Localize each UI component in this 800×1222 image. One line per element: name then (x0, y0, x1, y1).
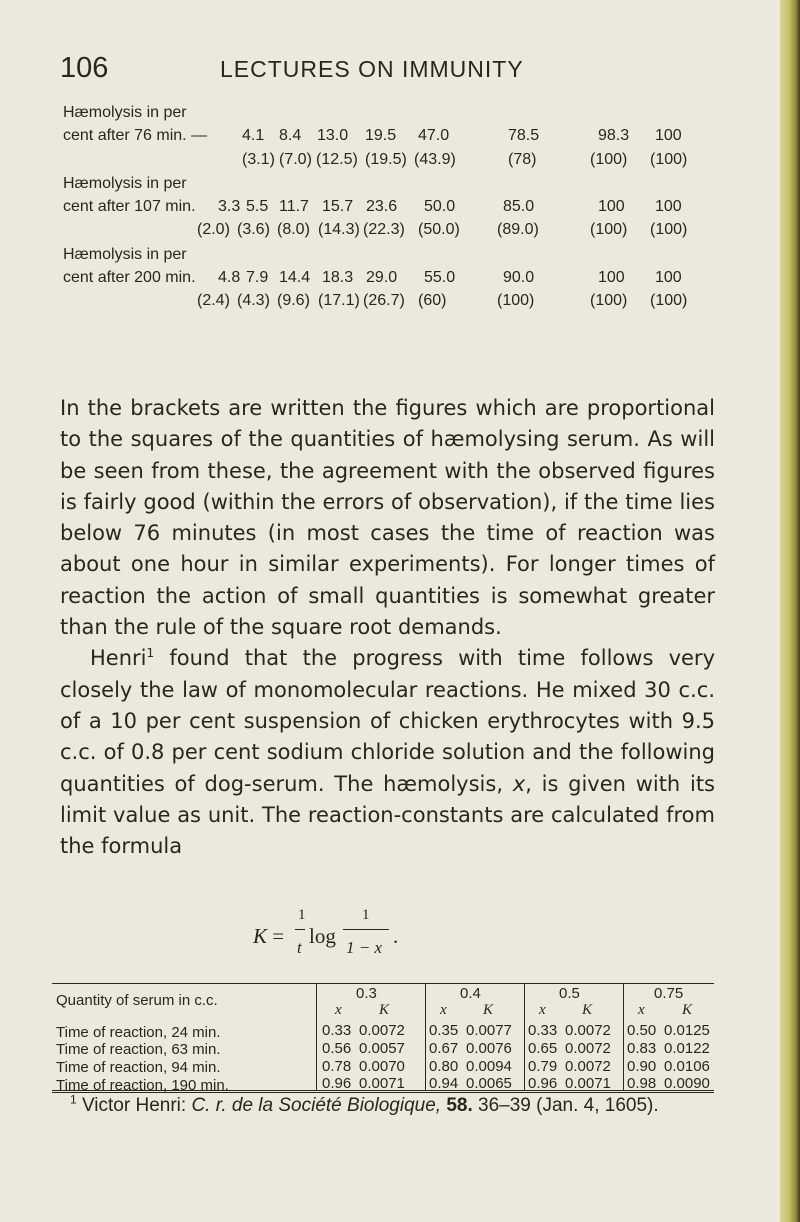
calculated-value: (100) (650, 221, 688, 238)
observed-value: 55.0 (424, 269, 456, 286)
x-value: 0.67 (429, 1040, 459, 1057)
calculated-value: (60) (418, 292, 447, 309)
running-title: LECTURES ON IMMUNITY (220, 56, 524, 82)
col-x-label: x (638, 1002, 645, 1018)
hemolysis-label: cent after 200 min. (63, 269, 196, 286)
x-value: 0.98 (627, 1075, 657, 1092)
observed-value: 18.3 (322, 269, 354, 286)
calculated-value: (50.0) (418, 221, 460, 238)
calculated-value: (43.9) (414, 151, 456, 168)
formula-denominator-1: t (297, 938, 302, 957)
row-label: Time of reaction, 24 min. (56, 1024, 221, 1041)
calculated-value: (2.4) (197, 292, 230, 309)
x-value: 0.50 (627, 1022, 657, 1039)
formula-end: . (393, 924, 399, 948)
footnote-volume: 58. (441, 1095, 473, 1116)
observed-value: 8.4 (279, 127, 302, 144)
calculated-value: (12.5) (316, 151, 358, 168)
x-value: 0.33 (322, 1022, 352, 1039)
calculated-value: (19.5) (365, 151, 407, 168)
observed-value: 4.1 (242, 127, 265, 144)
k-value: 0.0072 (359, 1022, 405, 1039)
calculated-value: (100) (590, 221, 628, 238)
paragraph-2 (60, 643, 715, 862)
x-value: 0.33 (528, 1022, 558, 1039)
x-value: 0.90 (627, 1058, 657, 1075)
col-x-label: x (440, 1002, 447, 1018)
col-k-label: K (483, 1002, 494, 1018)
quantity-header: 0.5 (559, 985, 580, 1002)
x-value: 0.80 (429, 1058, 459, 1075)
observed-value: 78.5 (508, 127, 540, 144)
row-label: Time of reaction, 94 min. (56, 1059, 221, 1076)
calculated-value: (8.0) (277, 221, 310, 238)
footnote-ref: 1 (146, 646, 155, 661)
observed-value: 7.9 (246, 269, 269, 286)
observed-value: 5.5 (246, 198, 269, 215)
k-value: 0.0071 (565, 1075, 611, 1092)
formula-numerator-1: 1 (298, 907, 306, 923)
page-header (60, 52, 700, 92)
calculated-value: (3.1) (242, 151, 275, 168)
paragraph-1: In the brackets are written the figures which are proportional to the squares of the quantities of hæmolysing serum. As will be seen from these, the agreement with the observed figures is fairly good (within the errors of observation), if the time lies below 76 minutes (in most cases the time of reaction was about one hour in similar experiments). For longer times of reaction the action of small quantities is somewhat greater than the rule of the square root demands. (60, 396, 715, 640)
x-value: 0.56 (322, 1040, 352, 1057)
calculated-value: (17.1) (318, 292, 360, 309)
x-value: 0.83 (627, 1040, 657, 1057)
hemolysis-label: Hæmolysis in per (63, 246, 187, 263)
column-divider (524, 984, 525, 1090)
k-value: 0.0090 (664, 1075, 710, 1092)
page-edge (780, 0, 800, 1222)
x-value: 0.79 (528, 1058, 558, 1075)
col-k-label: K (682, 1002, 693, 1018)
formula-equals: = (267, 924, 290, 948)
reaction-constants-table (52, 983, 714, 1093)
calculated-value: (89.0) (497, 221, 539, 238)
footnote-author: Victor Henri: (76, 1095, 192, 1116)
calculated-value: (2.0) (197, 221, 230, 238)
paragraph-2-text: found that the progress with time follows very closely the law of monomolecular reactions. He mixed 30 c.c. of a 10 per cent suspension of chicken erythrocytes with 9.5 c.c. of 0.8 per cent sodium chloride solution and the following quantities of dog-serum. The hæmolysis, (60, 646, 715, 796)
x-value: 0.35 (429, 1022, 459, 1039)
observed-value: 98.3 (598, 127, 630, 144)
variable-x: x (512, 771, 526, 796)
k-value: 0.0057 (359, 1040, 405, 1057)
formula (253, 902, 453, 962)
k-value: 0.0072 (565, 1022, 611, 1039)
observed-value: 85.0 (503, 198, 535, 215)
observed-value: 29.0 (366, 269, 398, 286)
quantity-header: 0.4 (460, 985, 481, 1002)
fraction-bar-1 (295, 929, 305, 930)
observed-value: 19.5 (365, 127, 397, 144)
calculated-value: (78) (508, 151, 537, 168)
observed-value: 100 (655, 127, 682, 144)
row-label: Time of reaction, 63 min. (56, 1041, 221, 1058)
formula-denominator-2: 1 − x (346, 938, 383, 957)
x-value: 0.65 (528, 1040, 558, 1057)
calculated-value: (3.6) (237, 221, 270, 238)
footnote-marker: 1 (70, 1092, 77, 1107)
calculated-value: (14.3) (318, 221, 360, 238)
hemolysis-label: cent after 107 min. (63, 198, 196, 215)
k-value: 0.0071 (359, 1075, 405, 1092)
col-x-label: x (335, 1002, 342, 1018)
quantity-header: 0.3 (356, 985, 377, 1002)
x-value: 0.96 (528, 1075, 558, 1092)
k-value: 0.0125 (664, 1022, 710, 1039)
observed-value: 13.0 (317, 127, 349, 144)
k-value: 0.0077 (466, 1022, 512, 1039)
k-value: 0.0065 (466, 1075, 512, 1092)
calculated-value: (22.3) (363, 221, 405, 238)
author-name: Henri (90, 646, 147, 671)
k-value: 0.0070 (359, 1058, 405, 1075)
observed-value: 90.0 (503, 269, 535, 286)
observed-value: 23.6 (366, 198, 398, 215)
hemolysis-label: cent after 76 min. — (63, 127, 208, 144)
observed-value: 4.8 (218, 269, 241, 286)
footnote-journal: C. r. de la Société Biologique, (191, 1095, 442, 1116)
observed-value: 100 (655, 198, 682, 215)
observed-value: 11.7 (279, 198, 309, 215)
x-value: 0.96 (322, 1075, 352, 1092)
formula-numerator-2: 1 (362, 907, 370, 923)
page-number: 106 (60, 52, 109, 84)
footnote (70, 1092, 730, 1117)
x-value: 0.78 (322, 1058, 352, 1075)
col-k-label: K (379, 1002, 390, 1018)
calculated-value: (4.3) (237, 292, 270, 309)
k-value: 0.0106 (664, 1058, 710, 1075)
calculated-value: (26.7) (363, 292, 405, 309)
column-divider (623, 984, 624, 1090)
k-value: 0.0122 (664, 1040, 710, 1057)
col-k-label: K (582, 1002, 593, 1018)
calculated-value: (7.0) (279, 151, 312, 168)
calculated-value: (100) (590, 292, 628, 309)
observed-value: 15.7 (322, 198, 354, 215)
hemolysis-label: Hæmolysis in per (63, 104, 187, 121)
x-value: 0.94 (429, 1075, 459, 1092)
quantity-header: 0.75 (654, 985, 684, 1002)
k-value: 0.0072 (565, 1040, 611, 1057)
calculated-value: (100) (497, 292, 535, 309)
fraction-bar-2 (343, 929, 389, 930)
observed-value: 100 (655, 269, 682, 286)
observed-value: 100 (598, 269, 625, 286)
observed-value: 14.4 (279, 269, 311, 286)
calculated-value: (100) (590, 151, 628, 168)
observed-value: 47.0 (418, 127, 450, 144)
hemolysis-label: Hæmolysis in per (63, 175, 187, 192)
k-value: 0.0094 (466, 1058, 512, 1075)
footnote-rest: 36–39 (Jan. 4, 1605). (472, 1095, 659, 1116)
k-value: 0.0076 (466, 1040, 512, 1057)
observed-value: 50.0 (424, 198, 456, 215)
column-divider (316, 984, 317, 1090)
row-label: Time of reaction, 190 min. (56, 1077, 229, 1094)
k-value: 0.0072 (565, 1058, 611, 1075)
body-text (60, 393, 715, 862)
calculated-value: (100) (650, 292, 688, 309)
paragraph-2-end: , is given with its limit value as unit. The reaction-constants are calculated from the formula (60, 771, 715, 859)
calculated-value: (100) (650, 151, 688, 168)
column-divider (425, 984, 426, 1090)
observed-value: 3.3 (218, 198, 241, 215)
formula-log: log (309, 924, 336, 948)
observed-value: 100 (598, 198, 625, 215)
col-x-label: x (539, 1002, 546, 1018)
formula-lhs: K (253, 924, 268, 948)
calculated-value: (9.6) (277, 292, 310, 309)
row-header: Quantity of serum in c.c. (56, 992, 218, 1009)
